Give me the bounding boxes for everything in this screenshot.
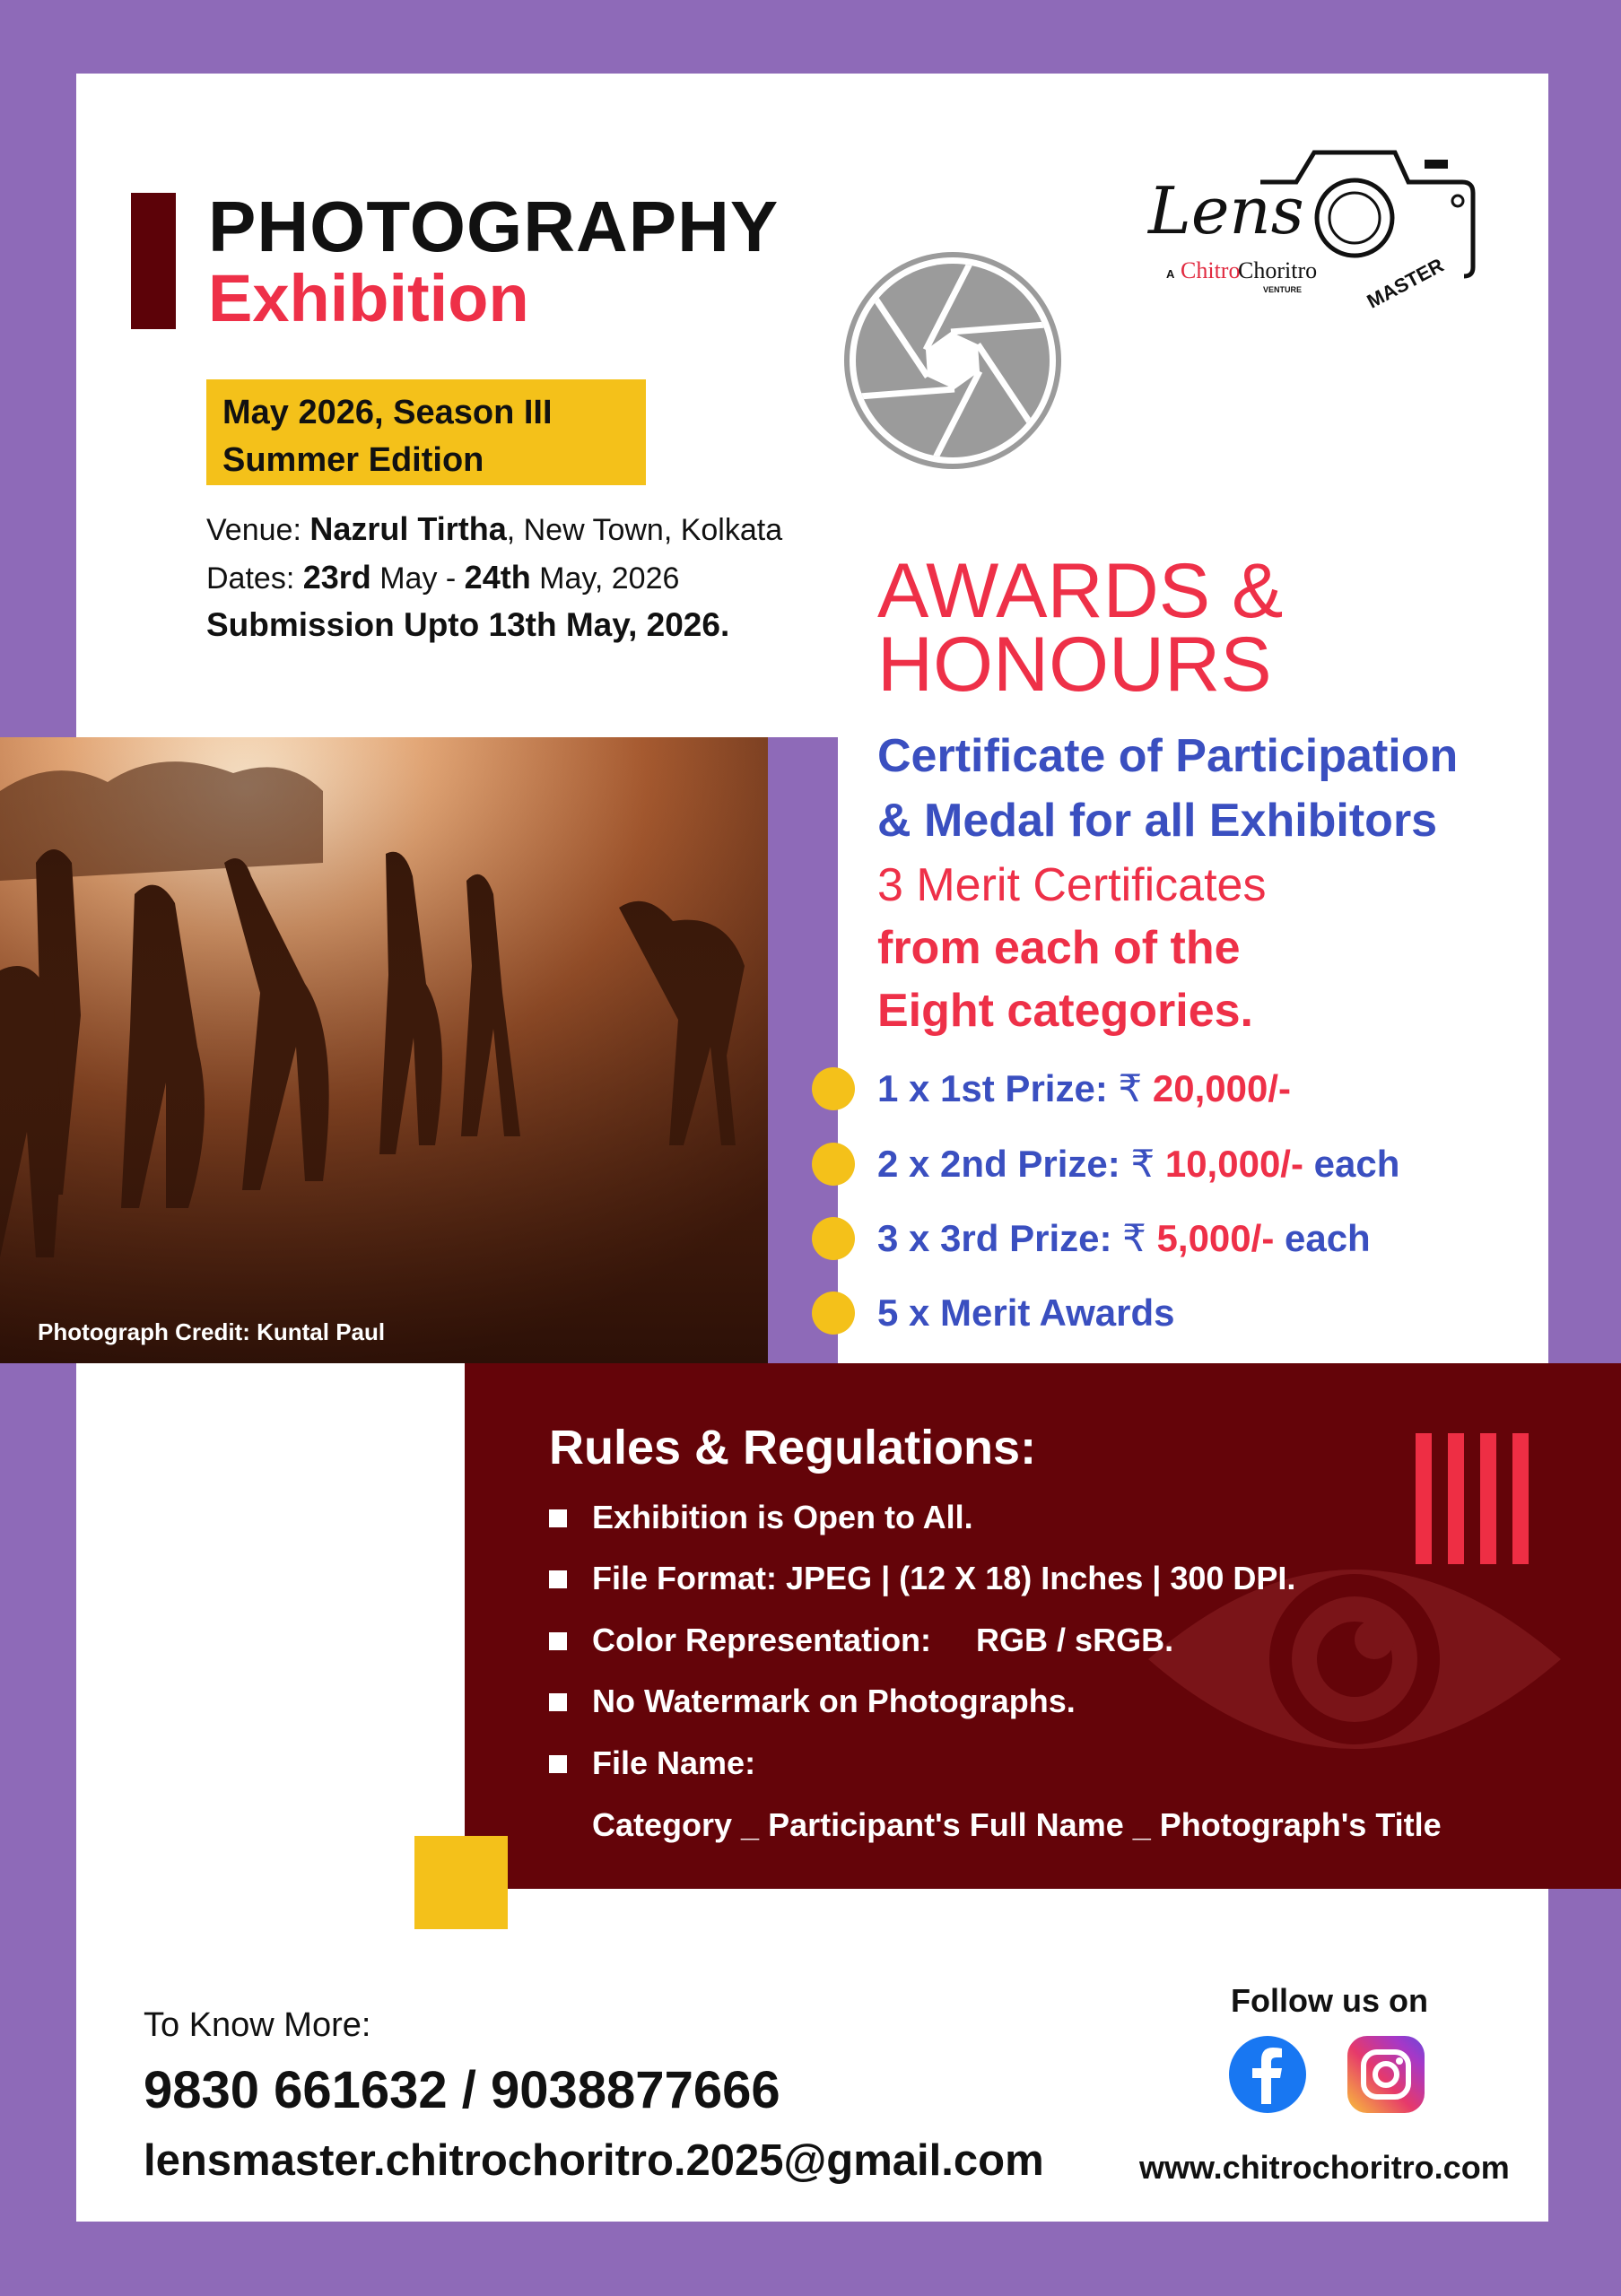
decor-bar xyxy=(1512,1433,1529,1564)
merit-line-1: 3 Merit Certificates xyxy=(877,859,1267,911)
yellow-accent-square xyxy=(414,1836,508,1929)
certificate-line-1: Certificate of Participation xyxy=(877,730,1459,782)
instagram-icon[interactable] xyxy=(1347,2036,1425,2113)
rule-bullet xyxy=(549,1632,567,1650)
submission-deadline: Submission Upto 13th May, 2026. xyxy=(206,606,730,643)
season-badge xyxy=(206,379,646,485)
rule-item: Exhibition is Open to All. xyxy=(592,1499,973,1535)
decor-bar xyxy=(1448,1433,1464,1564)
rule-item: File Name: xyxy=(592,1744,756,1781)
rule-bullet xyxy=(549,1509,567,1527)
svg-text:Lens: Lens xyxy=(1148,173,1304,248)
date-start: 23rd xyxy=(302,559,371,596)
prize-bullet xyxy=(812,1292,855,1335)
camels-photograph xyxy=(0,737,768,1363)
merit-line-3: Eight categories. xyxy=(877,985,1253,1037)
svg-text:Chitro: Chitro xyxy=(1181,257,1241,283)
phone-numbers[interactable]: 9830 661632 / 9038877666 xyxy=(144,2061,780,2119)
prize-bullet xyxy=(812,1217,855,1260)
prize-merit: 5 x Merit Awards xyxy=(877,1292,1175,1334)
rule-bullet xyxy=(549,1570,567,1588)
prize-first: 1 x 1st Prize: ₹ 20,000/- xyxy=(877,1067,1292,1109)
file-name-format: Category _ Participant's Full Name _ Photograph's Title xyxy=(592,1806,1442,1843)
camera-logo-icon xyxy=(1139,133,1480,312)
rule-item: No Watermark on Photographs. xyxy=(592,1683,1076,1719)
rule-item: File Format: JPEG | (12 X 18) Inches | 300 DPI. xyxy=(592,1560,1296,1596)
decor-bar xyxy=(1480,1433,1496,1564)
svg-text:MASTER: MASTER xyxy=(1363,253,1448,312)
facebook-icon[interactable] xyxy=(1229,2036,1306,2113)
rules-title: Rules & Regulations: xyxy=(549,1421,1037,1474)
venue-name: Nazrul Tirtha xyxy=(309,510,507,547)
prize-bullet xyxy=(812,1143,855,1186)
decor-bar xyxy=(1416,1433,1432,1564)
title-exhibition: Exhibition xyxy=(208,261,529,335)
certificate-line-2: & Medal for all Exhibitors xyxy=(877,795,1438,847)
season-line-2: Summer Edition xyxy=(222,441,484,479)
follow-us-label: Follow us on xyxy=(1231,1982,1428,2019)
svg-text:VENTURE: VENTURE xyxy=(1263,285,1303,294)
photo-credit: Photograph Credit: Kuntal Paul xyxy=(38,1318,386,1345)
title-accent-bar xyxy=(131,193,176,329)
dates-line: Dates: 23rd May - 24th May, 2026 xyxy=(206,559,680,596)
awards-title: AWARDS & HONOURS xyxy=(877,548,1284,708)
svg-text:Choritro: Choritro xyxy=(1238,257,1318,283)
aperture-icon xyxy=(843,251,1062,470)
prize-third: 3 x 3rd Prize: ₹ 5,000/- each xyxy=(877,1217,1371,1259)
lens-master-logo xyxy=(1139,133,1480,312)
rule-item: Color Representation: RGB / sRGB. xyxy=(592,1622,1174,1658)
prize-second: 2 x 2nd Prize: ₹ 10,000/- each xyxy=(877,1143,1400,1185)
know-more-label: To Know More: xyxy=(144,2006,371,2044)
season-line-1: May 2026, Season III xyxy=(222,394,553,431)
merit-line-2: from each of the xyxy=(877,922,1241,974)
venue-line: Venue: Nazrul Tirtha, New Town, Kolkata xyxy=(206,510,783,547)
svg-text:A: A xyxy=(1166,267,1175,281)
rule-bullet xyxy=(549,1693,567,1711)
rule-bullet xyxy=(549,1755,567,1773)
purple-accent-strip xyxy=(768,737,838,1363)
title-photography: PHOTOGRAPHY xyxy=(208,187,780,266)
date-end: 24th xyxy=(464,559,531,596)
website-link[interactable]: www.chitrochoritro.com xyxy=(1139,2149,1510,2186)
prize-bullet xyxy=(812,1067,855,1110)
email-address[interactable]: lensmaster.chitrochoritro.2025@gmail.com xyxy=(144,2136,1044,2185)
